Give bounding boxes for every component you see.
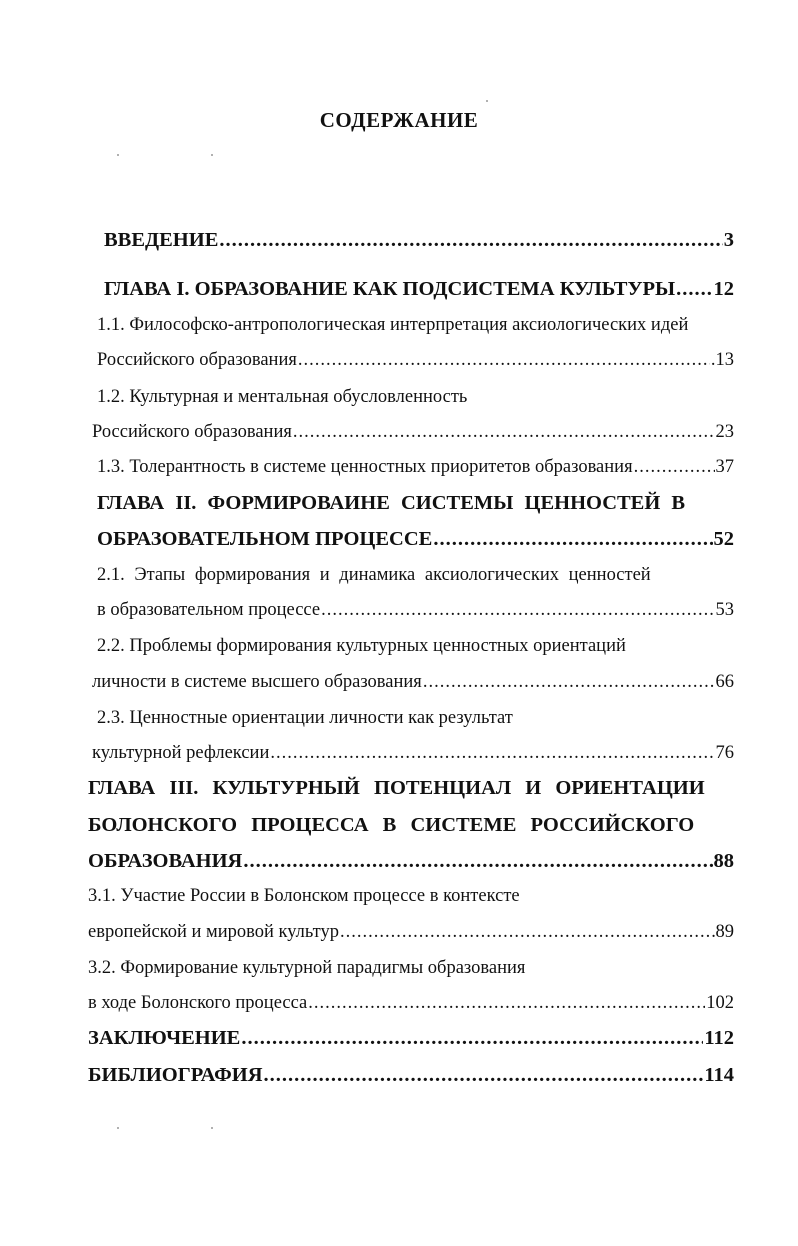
toc-entry-title: культурной рефлексии — [92, 743, 270, 763]
leader-dots — [308, 987, 705, 1019]
scan-speck — [486, 100, 488, 102]
toc-entry-title: БИБЛИОГРАФИЯ — [88, 1064, 263, 1086]
toc-entry-title: ВВЕДЕНИЕ — [104, 229, 219, 251]
toc-entry-chapter-2-line2 — [97, 523, 734, 555]
scan-speck — [211, 154, 213, 156]
toc-page-number: 114 — [704, 1064, 734, 1086]
leader-dots — [340, 916, 715, 948]
leader-dots — [433, 523, 712, 555]
toc-entry-bibliography — [88, 1059, 734, 1091]
page-title: СОДЕРЖАНИЕ — [319, 108, 479, 132]
toc-entry-title: ГЛАВА I. ОБРАЗОВАНИЕ КАК ПОДСИСТЕМА КУЛЬТУРЫ — [104, 278, 676, 300]
leader-dots — [241, 1022, 703, 1054]
leader-dots — [676, 273, 712, 305]
toc-page-number: 53 — [715, 600, 734, 620]
toc-page-number: 76 — [715, 743, 734, 763]
toc-entry-1-2-line2 — [92, 416, 734, 448]
toc-page-number: 112 — [704, 1027, 734, 1049]
toc-entry-1-2-line1: 1.2. Культурная и ментальная обусловленность — [97, 387, 468, 407]
toc-entry-title: ОБРАЗОВАНИЯ — [88, 850, 243, 872]
toc-page-number: 37 — [715, 457, 734, 477]
toc-entry-2-2-line1: 2.2. Проблемы формирования культурных ценностных ориентаций — [97, 636, 626, 656]
toc-page-number: 3 — [723, 229, 734, 251]
toc-entry-intro — [104, 224, 734, 256]
toc-entry-title: Российского образования — [92, 422, 292, 442]
toc-entry-2-2-line2 — [92, 666, 734, 698]
toc-entry-3-1-line2 — [88, 916, 734, 948]
toc-page-number: 66 — [715, 672, 734, 692]
toc-page-number: .13 — [710, 350, 734, 370]
toc-page-number: 102 — [706, 993, 734, 1013]
leader-dots — [243, 845, 712, 877]
toc-entry-title: ЗАКЛЮЧЕНИЕ — [88, 1027, 241, 1049]
toc-entry-2-3-line1: 2.3. Ценностные ориентации личности как результат — [97, 708, 513, 728]
toc-page-number: 88 — [713, 850, 734, 872]
leader-dots — [264, 1059, 704, 1091]
leader-dots — [634, 451, 715, 483]
toc-entry-conclusion — [88, 1022, 734, 1054]
toc-entry-chapter-3-line2: БОЛОНСКОГО ПРОЦЕССА В СИСТЕМЕ РОССИЙСКОГО — [88, 814, 695, 836]
leader-dots — [423, 666, 715, 698]
toc-entry-1-1-line1: 1.1. Философско-антропологическая интерпретация аксиологических идей — [97, 315, 689, 335]
toc-entry-2-3-line2 — [92, 737, 734, 769]
toc-entry-3-2-line1: 3.2. Формирование культурной парадигмы образования — [88, 958, 526, 978]
scan-speck — [117, 1127, 119, 1129]
toc-entry-3-1-line1: 3.1. Участие России в Болонском процессе в контексте — [88, 886, 520, 906]
toc-entry-2-1-line2 — [97, 594, 734, 626]
toc-entry-title: 1.3. Толерантность в системе ценностных приоритетов образования — [97, 457, 633, 477]
toc-page-number: 52 — [713, 528, 734, 550]
toc-entry-1-3 — [97, 451, 734, 483]
toc-entry-chapter-3-line1: ГЛАВА III. КУЛЬТУРНЫЙ ПОТЕНЦИАЛ И ОРИЕНТАЦИИ — [88, 777, 705, 799]
leader-dots — [298, 344, 710, 376]
toc-entry-chapter-3-line3 — [88, 845, 734, 877]
toc-entry-title: европейской и мировой культур — [88, 922, 339, 942]
toc-entry-title: личности в системе высшего образования — [92, 672, 422, 692]
leader-dots — [219, 224, 722, 256]
toc-entry-1-1-line2 — [97, 344, 734, 376]
toc-entry-chapter-1 — [104, 273, 734, 305]
scan-speck — [211, 1127, 213, 1129]
leader-dots — [270, 737, 714, 769]
toc-entry-chapter-2-line1: ГЛАВА II. ФОРМИРОВАИНЕ СИСТЕМЫ ЦЕННОСТЕЙ В — [97, 492, 686, 514]
leader-dots — [293, 416, 715, 448]
leader-dots — [321, 594, 714, 626]
toc-page-number: 12 — [713, 278, 734, 300]
toc-page-number: 23 — [715, 422, 734, 442]
toc-entry-title: в ходе Болонского процесса — [88, 993, 308, 1013]
toc-entry-title: ОБРАЗОВАТЕЛЬНОМ ПРОЦЕССЕ — [97, 528, 433, 550]
scan-speck — [117, 154, 119, 156]
toc-entry-2-1-line1: 2.1. Этапы формирования и динамика аксиологических ценностей — [97, 565, 651, 585]
toc-page-number: 89 — [715, 922, 734, 942]
toc-entry-title: Российского образования — [97, 350, 297, 370]
toc-entry-3-2-line2 — [88, 987, 734, 1019]
toc-entry-title: в образовательном процессе — [97, 600, 321, 620]
